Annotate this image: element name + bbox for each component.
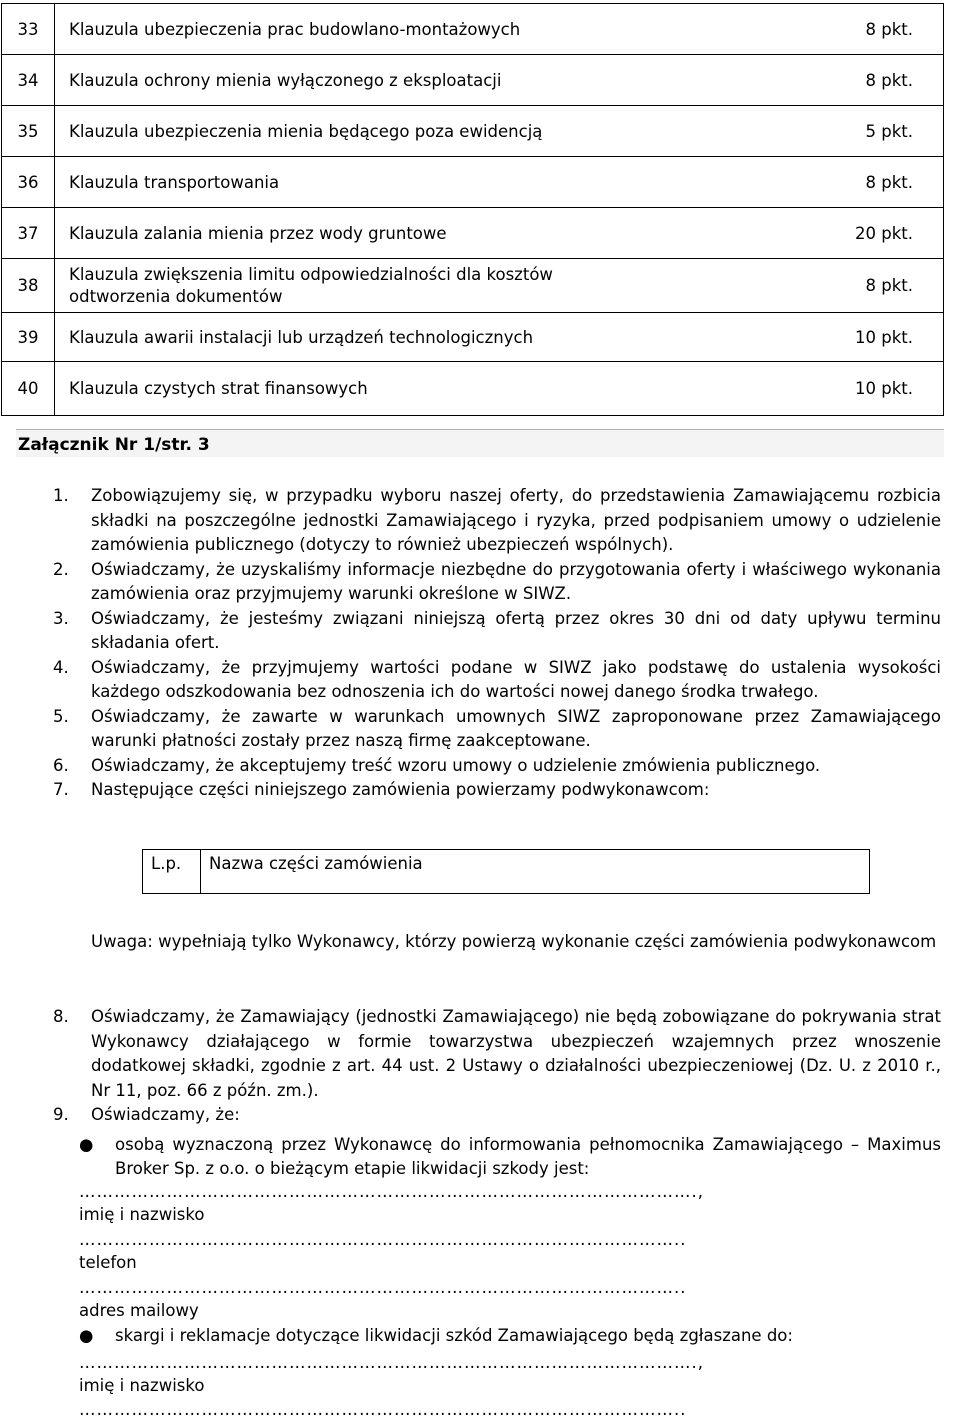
- table-row: [2, 4, 944, 55]
- clause-number: 37: [2, 208, 55, 259]
- item-number: 1.: [53, 486, 69, 505]
- note-text: Uwaga: wypełniają tylko Wykonawcy, którzy powierzą wykonanie części zamówienia podwykonawcom: [91, 932, 937, 951]
- table-row: [2, 106, 944, 157]
- clause-name: Klauzula czystych strat finansowych: [55, 362, 754, 416]
- dotted-field: …………………………………………………………………………………………..: [79, 1278, 687, 1297]
- item-number: 6.: [53, 755, 69, 775]
- item-text: Oświadczamy, że przyjmujemy wartości podane w SIWZ jako podstawę do ustalenia wysokości każdego odszkodowania bez odnoszenia ich do wartości nowej danego środka trwałego.: [91, 657, 941, 701]
- clause-number: 40: [2, 362, 55, 416]
- item-text: Oświadczamy, że jesteśmy związani niniejszą ofertą przez okres 30 dni od daty upływu terminu składania ofert.: [91, 608, 941, 652]
- bullet-icon: ●: [79, 1134, 94, 1154]
- clause-name: Klauzula ochrony mienia wyłączonego z eksploatacji: [55, 55, 754, 106]
- item-text: Oświadczamy, że uzyskaliśmy informacje niezbędne do przygotowania oferty i właściwego wykonania zamówienia oraz przyjmujemy warunki określone w SIWZ.: [91, 559, 941, 603]
- clause-name: Klauzula awarii instalacji lub urządzeń technologicznych: [55, 313, 754, 362]
- item-number: 8.: [53, 1007, 69, 1026]
- clause-number: 35: [2, 106, 55, 157]
- clause-name: Klauzula ubezpieczenia mienia będącego poza ewidencją: [55, 106, 754, 157]
- table-row: [2, 362, 944, 416]
- clause-name: Klauzula transportowania: [55, 157, 754, 208]
- attachment-header: Załącznik Nr 1/str. 3: [16, 429, 944, 457]
- dotted-field: …………………………………………………………………………………………..: [79, 1400, 687, 1419]
- clause-points: 10 pkt.: [753, 362, 944, 416]
- clause-name-line: Klauzula zwiększenia limitu odpowiedzialności dla kosztów: [69, 264, 553, 284]
- bullet-list-2: [53, 1324, 941, 1349]
- clause-name: [55, 259, 754, 313]
- list-item: [53, 705, 941, 754]
- list-item: [53, 656, 941, 705]
- item-text: Zobowiązujemy się, w przypadku wyboru naszej oferty, do przedstawienia Zamawiającemu rozbicia składki na poszczególne jednostki Zamawiającego i ryzyka, przed podpisaniem umowy o udzielenie zamówienia publicznego (dotyczy to również ubezpieczeń wspólnych).: [91, 486, 941, 554]
- item-text: Oświadczamy, że:: [91, 1105, 240, 1124]
- field-label-name: imię i nazwisko: [79, 1376, 205, 1395]
- clauses-table: [1, 3, 944, 416]
- dotted-field: …………………………………………………………………………………………..: [79, 1230, 687, 1249]
- item-number: 9.: [53, 1105, 69, 1124]
- clause-points: 8 pkt.: [753, 157, 944, 208]
- list-item: [53, 607, 941, 656]
- item-number: 7.: [53, 780, 69, 799]
- table-row: [2, 259, 944, 313]
- bullet-item: [53, 1324, 941, 1349]
- clause-points: 20 pkt.: [753, 208, 944, 259]
- bullet-item: [53, 1133, 941, 1182]
- clause-points: 8 pkt.: [753, 4, 944, 55]
- clause-name-line: odtworzenia dokumentów: [69, 286, 283, 306]
- clause-points: 8 pkt.: [753, 259, 944, 313]
- table-row: [2, 55, 944, 106]
- clause-number: 36: [2, 157, 55, 208]
- item-text: Oświadczamy, że zawarte w warunkach umownych SIWZ zaproponowane przez Zamawiającego warunki płatności zostały przez naszą firmę zaakceptowane.: [91, 706, 941, 750]
- item-number: 2.: [53, 559, 69, 579]
- dotted-field: …………………………………………………………………………………………….,: [79, 1182, 704, 1201]
- item-number: 5.: [53, 706, 69, 726]
- bullet-text: osobą wyznaczoną przez Wykonawcę do informowania pełnomocnika Zamawiającego – Maximus Broker Sp. z o.o. o bieżącym etapie likwidacji szkody jest:: [115, 1134, 941, 1178]
- clause-number: 39: [2, 313, 55, 362]
- dotted-field: …………………………………………………………………………………………….,: [79, 1353, 704, 1372]
- subcontract-table: [142, 849, 870, 894]
- table-row: [2, 313, 944, 362]
- list-item: [53, 1005, 941, 1103]
- clause-name: Klauzula zalania mienia przez wody gruntowe: [55, 208, 754, 259]
- list-item: [53, 754, 941, 779]
- bullet-icon: ●: [79, 1326, 94, 1345]
- field-label-email: adres mailowy: [79, 1301, 199, 1320]
- bullet-text: skargi i reklamacje dotyczące likwidacji szkód Zamawiającego będą zgłaszane do:: [115, 1326, 793, 1345]
- clause-points: 8 pkt.: [753, 55, 944, 106]
- clause-points: 10 pkt.: [753, 313, 944, 362]
- clause-points: 5 pkt.: [753, 106, 944, 157]
- list-item: [53, 778, 941, 803]
- declarations-list: [53, 484, 941, 803]
- table-row: [2, 157, 944, 208]
- subcontract-col-name: Nazwa części zamówienia: [209, 854, 423, 873]
- clause-number: 38: [2, 259, 55, 313]
- table-row: [2, 208, 944, 259]
- list-item: [53, 1103, 941, 1128]
- clause-number: 34: [2, 55, 55, 106]
- item-number: 3.: [53, 608, 69, 628]
- declarations-list-2: [53, 1005, 941, 1182]
- item-text: Oświadczamy, że Zamawiający (jednostki Zamawiającego) nie będą zobowiązane do pokrywania strat Wykonawcy działającego w formie towarzystwa ubezpieczeń wzajemnych przez wnoszenie dodatkowej składki, zgodnie z art. 44 ust. 2 Ustawy o działalności ubezpieczeniowej (Dz. U. z 2010 r., Nr 11, poz. 66 z późn. zm.).: [91, 1007, 941, 1100]
- clause-number: 33: [2, 4, 55, 55]
- list-item: [53, 558, 941, 607]
- field-label-name: imię i nazwisko: [79, 1205, 205, 1224]
- item-number: 4.: [53, 657, 69, 677]
- list-item: [53, 484, 941, 558]
- clause-name: Klauzula ubezpieczenia prac budowlano-montażowych: [55, 4, 754, 55]
- item-text: Następujące części niniejszego zamówienia powierzamy podwykonawcom:: [91, 780, 710, 799]
- subcontract-col-lp: L.p.: [143, 850, 201, 893]
- field-label-phone: telefon: [79, 1253, 137, 1272]
- item-text: Oświadczamy, że akceptujemy treść wzoru umowy o udzielenie zmówienia publicznego.: [91, 755, 821, 775]
